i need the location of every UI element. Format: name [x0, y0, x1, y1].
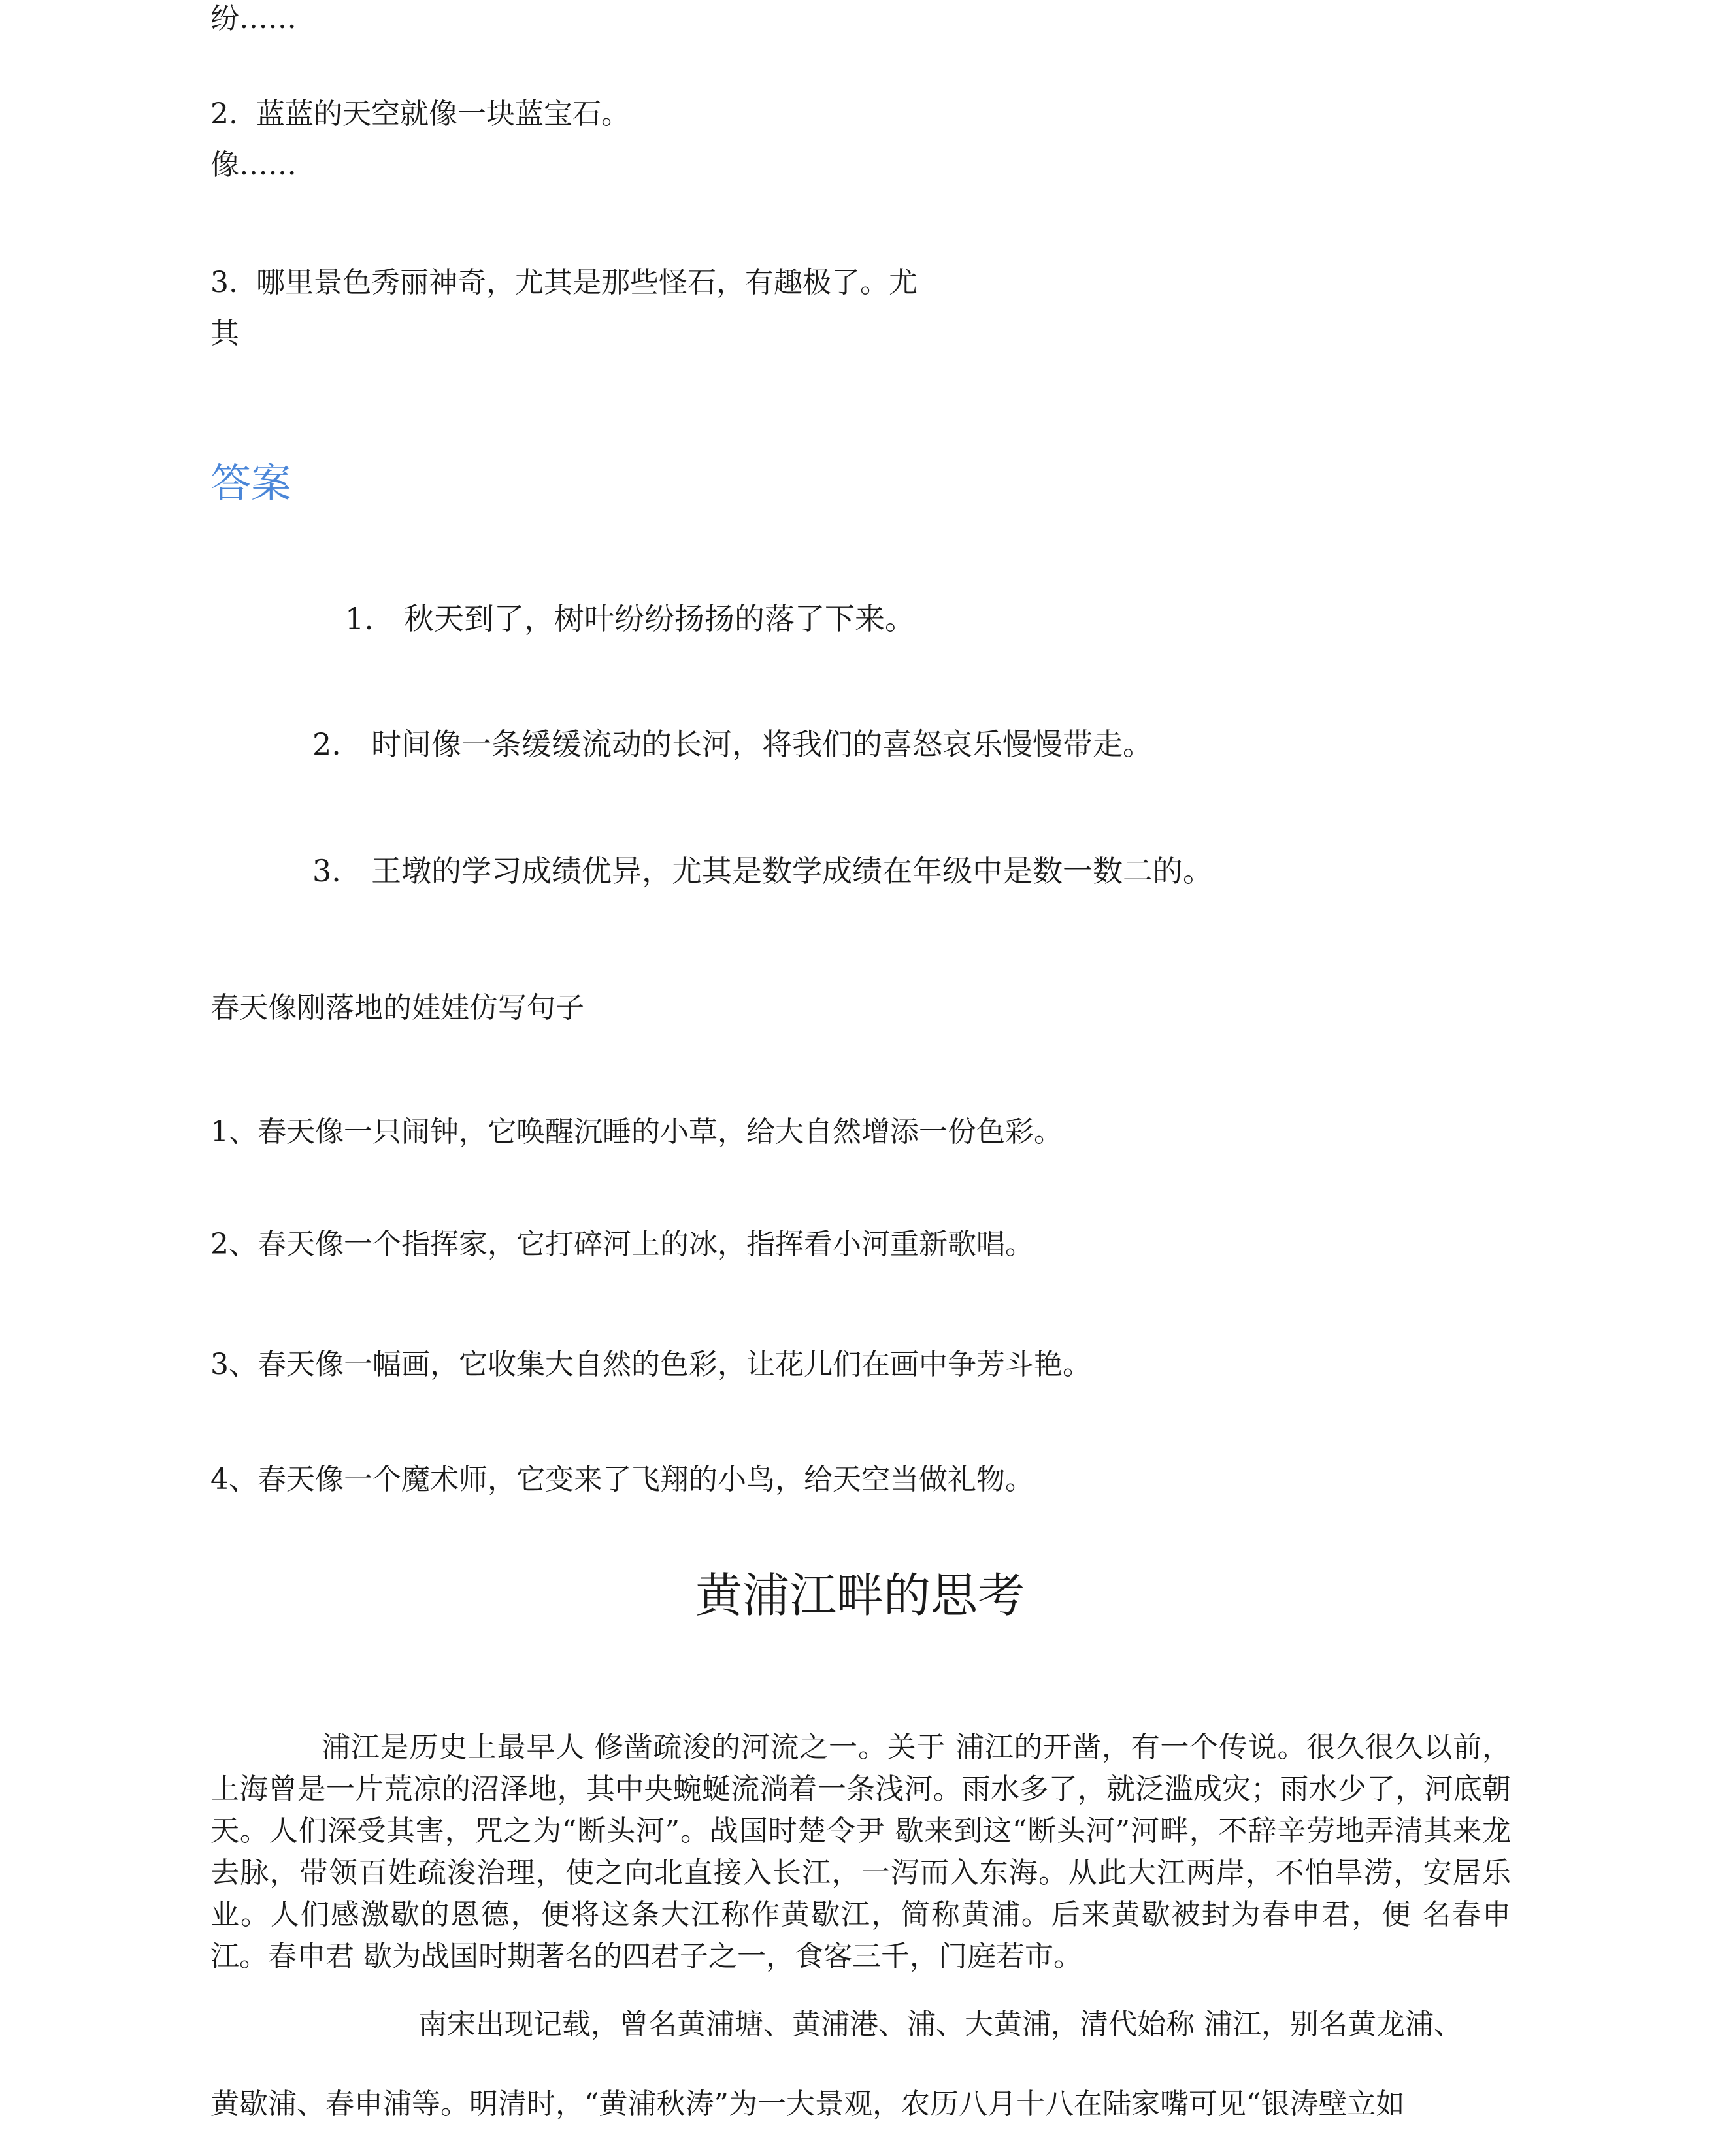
answer-2 — [312, 725, 1153, 763]
essay-paragraph-1: 浦江是历史上最早人 修凿疏浚的河流之一。关于 浦江的开凿，有一个传说。很久很久以前，上海曾是一片荒凉的沼泽地，其中央蜿蜒流淌着一条浅河。雨水多了，就泛滥成灾；雨水少了，河底朝天。人们深受其害，咒之为“断头河”。战国时楚令尹 歇来到这“断头河”河畔，不辞辛劳地弄清其来龙去脉，带领百姓疏浚治理，使之向北直接入长江，一泻而入东海。从此大江两岸，不怕旱涝，安居乐业。人们感激歇的恩德，便将这条大江称作黄歇江，简称黄浦。后来黄歇被封为春申君，便 名春申江。春申君 歇为战国时期著名的四君子之一，食客三千，门庭若市。 — [210, 1731, 1511, 1973]
spring-sentence: 1、春天像一只闹钟，它唤醒沉睡的小草，给大自然增添一份色彩。 — [210, 1115, 1063, 1149]
answer-number: 2. — [312, 727, 341, 762]
exercise-3-prompt: 其 — [210, 317, 239, 350]
exercise-3 — [210, 264, 918, 302]
spring-sentence: 2、春天像一个指挥家，它打碎河上的冰，指挥看小河重新歌唱。 — [210, 1228, 1034, 1261]
answer-3 — [312, 852, 1213, 890]
answer-text: 秋天到了，树叶纷纷扬扬的落了下来。 — [404, 601, 915, 636]
spring-sentence: 4、春天像一个魔术师，它变来了飞翔的小鸟，给天空当做礼物。 — [210, 1463, 1034, 1496]
exercise-sentence: 蓝蓝的天空就像一块蓝宝石。 — [256, 97, 630, 131]
answer-text: 时间像一条缓缓流动的长河，将我们的喜怒哀乐慢慢带走。 — [371, 727, 1153, 762]
answer-heading: 答案 — [210, 459, 292, 507]
exercise-sentence: 哪里景色秀丽神奇，尤其是那些怪石，有趣极了。尤 — [256, 266, 918, 299]
essay-title: 黄浦江畔的思考 — [695, 1568, 1025, 1623]
answer-1 — [345, 600, 915, 638]
essay-paragraph-2-line-1: 南宋出现记载，曾名黄浦塘、黄浦港、浦、大黄浦，清代始称 浦江，别名黄龙浦、 — [418, 2008, 1463, 2041]
section-title: 春天像刚落地的娃娃仿写句子 — [210, 991, 584, 1024]
exercise-number: 2. — [210, 97, 238, 131]
essay-paragraph-2-line-2: 黄歇浦、春申浦等。明清时，“黄浦秋涛”为一大景观，农历八月十八在陆家嘴可见“银涛壁立如 — [210, 2087, 1405, 2121]
top-fragment: 纷…… — [210, 2, 297, 35]
exercise-2-prompt: 像…… — [210, 148, 297, 182]
exercise-number: 3. — [210, 266, 238, 299]
answer-text: 王墩的学习成绩优异，尤其是数学成绩在年级中是数一数二的。 — [371, 853, 1213, 889]
exercise-2 — [210, 95, 630, 133]
answer-number: 1. — [345, 601, 374, 636]
answer-number: 3. — [312, 853, 341, 889]
spring-sentence: 3、春天像一幅画，它收集大自然的色彩，让花儿们在画中争芳斗艳。 — [210, 1348, 1091, 1381]
